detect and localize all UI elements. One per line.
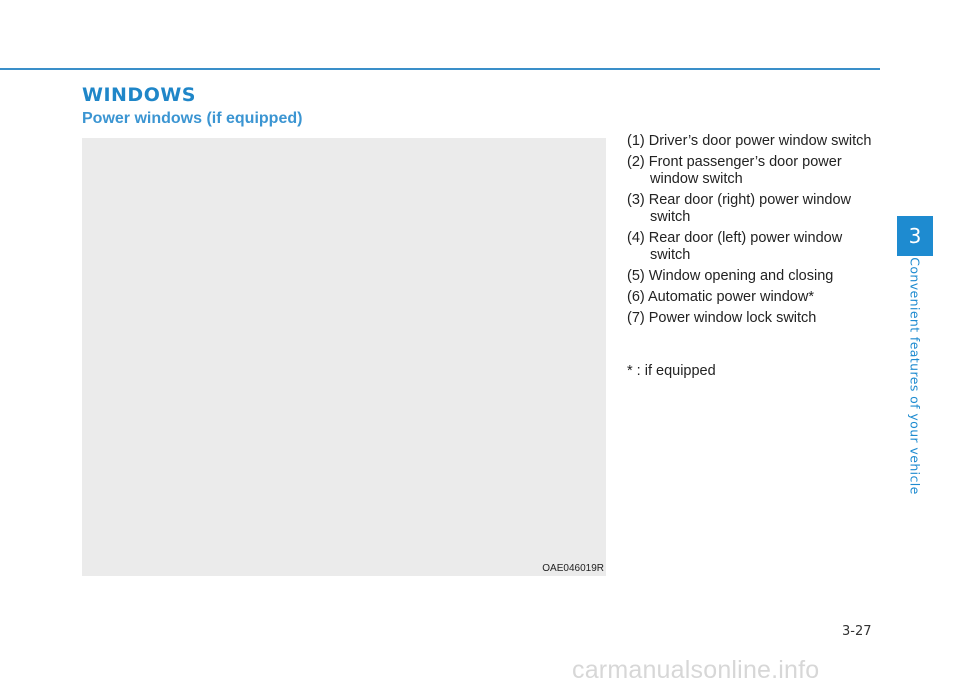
legend-item: (5) Window opening and closing	[627, 268, 834, 284]
section-title: WINDOWS	[82, 84, 196, 106]
chapter-title: Convenient features of your vehicle	[907, 257, 923, 495]
legend-item: (3) Rear door (right) power window switch	[627, 192, 852, 225]
page-number: 3-27	[842, 624, 872, 639]
legend-item: (1) Driver’s door power window switch	[627, 133, 872, 149]
watermark[interactable]: carmanualsonline.info	[572, 656, 820, 684]
figure-code: OAE046019R	[542, 563, 604, 574]
legend-item: (6) Automatic power window*	[627, 289, 814, 305]
chapter-number: 3	[908, 224, 922, 248]
legend-item: (4) Rear door (left) power window switch	[627, 230, 843, 263]
legend-item: (7) Power window lock switch	[627, 310, 817, 326]
chapter-tab	[897, 216, 933, 256]
legend-item: (2) Front passenger’s door power window switch	[627, 154, 842, 187]
top-rule	[0, 68, 880, 70]
subsection-title: Power windows (if equipped)	[82, 110, 303, 127]
legend-list	[627, 133, 877, 331]
figure-image	[82, 138, 606, 576]
footnote: * : if equipped	[627, 363, 716, 379]
